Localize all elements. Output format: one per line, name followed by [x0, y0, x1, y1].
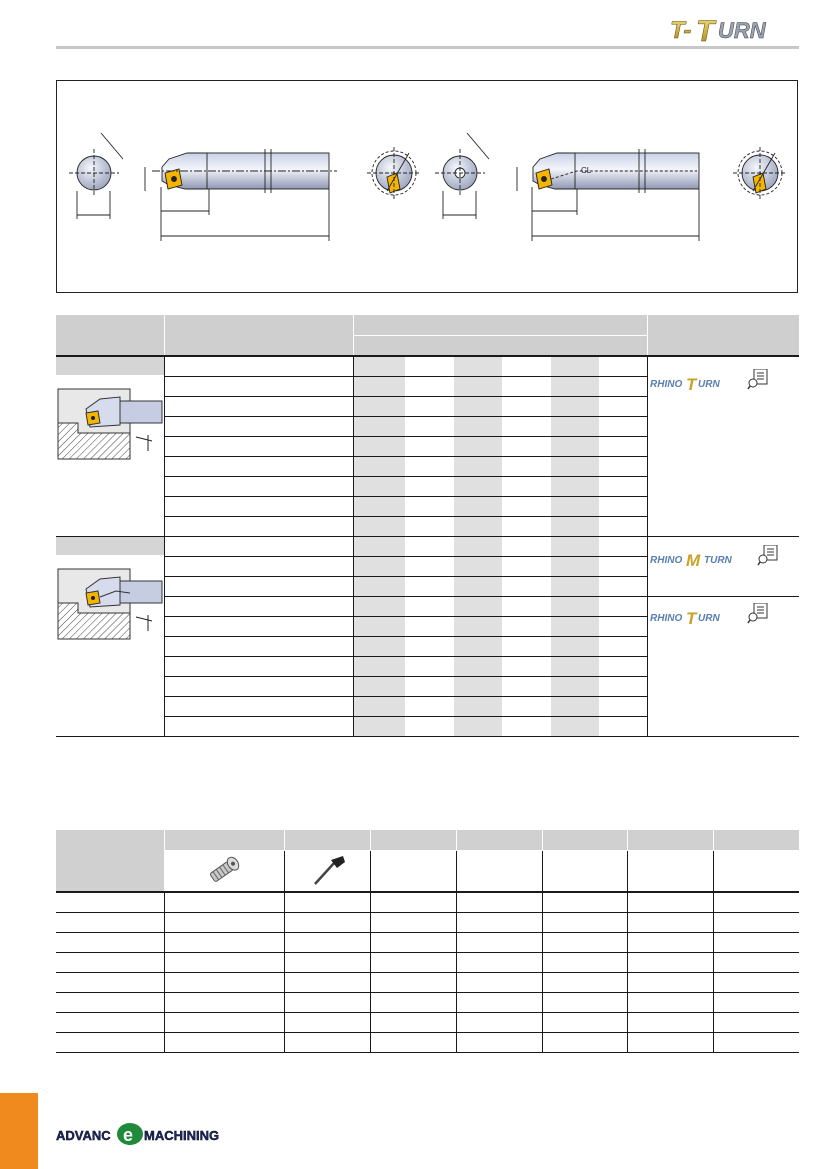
value-cell: [502, 356, 551, 377]
table-row: [56, 892, 799, 913]
svg-text:ADVANC: ADVANC: [56, 1128, 111, 1143]
coolant-insert-end-view-icon: [733, 147, 785, 199]
tool-drawing-frame: [56, 80, 798, 293]
svg-text:e: e: [123, 1125, 134, 1145]
header-cell: [164, 830, 284, 851]
boring-setup-illustration-icon: [56, 387, 164, 467]
value-cell: [599, 356, 647, 377]
svg-text:T: T: [696, 15, 715, 44]
code-cell: [164, 497, 353, 517]
header-cell: [713, 830, 799, 851]
table-row: [56, 993, 799, 1013]
svg-text:RHINO: RHINO: [649, 379, 682, 390]
header-cell: [353, 336, 647, 357]
svg-text:T: T: [685, 375, 696, 394]
header-cell: [370, 851, 456, 893]
header-cell: [164, 315, 353, 356]
spare-parts-table: [56, 830, 799, 1053]
table-row: [56, 913, 799, 933]
header-cell: [627, 830, 713, 851]
svg-text:CL: CL: [581, 166, 592, 175]
header-cell: [56, 315, 164, 356]
header-cell: [456, 830, 542, 851]
insert-brand-cell: [647, 537, 799, 597]
round-shank-section-icon: [69, 133, 123, 219]
header-cell: [56, 830, 164, 892]
clamp-screw-icon: [204, 852, 244, 888]
table-row: [56, 537, 799, 557]
header-cell: [370, 830, 456, 851]
header-cell: [164, 851, 284, 893]
table-row: [56, 356, 799, 377]
code-cell: [164, 397, 353, 417]
svg-text:T-: T-: [670, 17, 692, 44]
advanc-e-machining-logo: [56, 1122, 228, 1146]
table-row: [56, 1033, 799, 1053]
header-cell: [627, 851, 713, 893]
svg-text:RHINO: RHINO: [649, 555, 682, 566]
rhino-turn-logo: [650, 603, 790, 629]
torx-key-icon: [307, 852, 347, 888]
rhino-turn-logo: [650, 369, 790, 395]
table-row: [56, 973, 799, 993]
value-cell: [353, 356, 405, 377]
insert-brand-cell: [647, 597, 799, 737]
header-cell: [353, 315, 647, 336]
svg-text:T: T: [685, 609, 696, 628]
header-cell: [284, 851, 370, 893]
code-cell: [164, 517, 353, 537]
table-row: [56, 1013, 799, 1033]
code-cell: [164, 417, 353, 437]
parts-header-row: [56, 830, 799, 851]
coolant-boring-setup-illustration-icon: [56, 567, 164, 647]
value-cell: [551, 356, 599, 377]
rhino-m-turn-logo: [650, 545, 790, 571]
svg-text:URN: URN: [697, 613, 720, 624]
table-row: [56, 933, 799, 953]
code-cell: [164, 437, 353, 457]
code-cell: [164, 477, 353, 497]
spec-header-row: [56, 315, 799, 336]
specification-table: [56, 315, 799, 737]
svg-text:URN: URN: [697, 379, 720, 390]
coolant-boring-bar-side-view-icon: [517, 149, 699, 241]
parts-icon-row: [56, 851, 799, 893]
header-rule: [56, 46, 799, 49]
t-turn-logo: [668, 14, 800, 44]
svg-text:TURN: TURN: [703, 555, 732, 566]
header-cell: [456, 851, 542, 893]
group-band: [56, 537, 164, 555]
coolant-shank-section-icon: [435, 133, 489, 219]
group-illustration-cell: [56, 537, 164, 737]
value-cell: [405, 356, 454, 377]
catalog-lookup-icon: [748, 369, 767, 389]
svg-text:M: M: [685, 551, 700, 570]
header-cell: [647, 315, 799, 356]
header-cell: [713, 851, 799, 893]
page-edge-tab: [0, 1093, 38, 1169]
svg-text:RHINO: RHINO: [649, 613, 682, 624]
table-row: [56, 597, 799, 617]
code-cell: [164, 377, 353, 397]
code-cell: [164, 537, 353, 557]
value-cell: [454, 356, 502, 377]
code-cell: [164, 457, 353, 477]
group-band: [56, 357, 164, 375]
header-cell: [542, 851, 627, 893]
insert-brand-cell: [647, 356, 799, 537]
catalog-lookup-icon: [758, 545, 777, 565]
svg-text:URN: URN: [718, 18, 766, 43]
boring-bar-side-view-icon: [145, 149, 337, 241]
catalog-lookup-icon: [748, 603, 767, 623]
header-cell: [284, 830, 370, 851]
table-row: [56, 953, 799, 973]
group-illustration-cell: [56, 356, 164, 537]
header-cell: [542, 830, 627, 851]
code-cell: [164, 356, 353, 377]
insert-end-view-icon: [367, 147, 419, 199]
tool-dimension-drawing: [57, 81, 797, 292]
svg-text:MACHINING: MACHINING: [144, 1128, 220, 1143]
